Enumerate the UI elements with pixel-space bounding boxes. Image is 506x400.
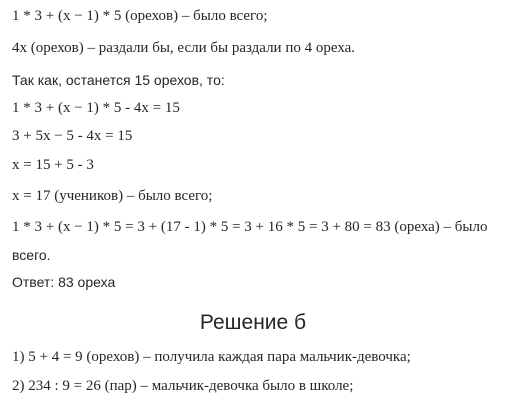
equation-line-1: 1 * 3 + (x − 1) * 5 - 4x = 15 [12, 100, 180, 116]
answer-line: Ответ: 83 ореха [12, 274, 116, 290]
solution-b-step-1: 1) 5 + 4 = 9 (орехов) – получила каждая пара мальчик-девочка; [12, 349, 411, 365]
solution-line-2: 4x (орехов) – раздали бы, если бы раздали по 4 ореха. [12, 40, 356, 56]
result-line: x = 17 (учеников) – было всего; [12, 188, 213, 204]
solution-line-1: 1 * 3 + (x − 1) * 5 (орехов) – было всего; [12, 8, 268, 24]
solution-b-heading: Решение б [199, 311, 307, 334]
solution-b-step-2: 2) 234 : 9 = 26 (пар) – мальчик-девочка было в школе; [12, 378, 354, 394]
solution-line-3: Так как, останется 15 орехов, то: [12, 72, 225, 88]
equation-line-2: 3 + 5x − 5 - 4x = 15 [12, 128, 133, 144]
verification-line: 1 * 3 + (x − 1) * 5 = 3 + (17 - 1) * 5 = 3 + 16 * 5 = 3 + 80 = 83 (ореха) – было [12, 219, 488, 235]
equation-line-3: x = 15 + 5 - 3 [12, 157, 94, 173]
verification-line-continuation: всего. [12, 247, 51, 263]
